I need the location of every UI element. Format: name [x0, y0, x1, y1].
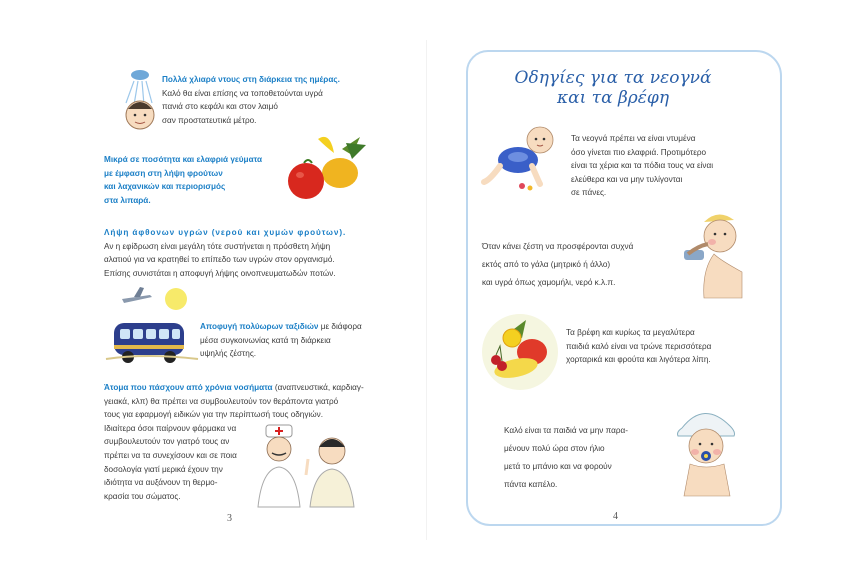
sun-hat-line-4: πάντα καπέλο. — [504, 480, 558, 489]
travel-line-1: μέσα συγκοινωνίας κατά τη διάρκεια — [200, 335, 331, 345]
shower-section — [162, 73, 340, 127]
right-page — [466, 50, 782, 526]
shower-line-2: πανιά στο κεφάλι και στον λαιμό — [162, 102, 278, 112]
meals-line-4: στα λιπαρά. — [104, 195, 151, 205]
page-number-right: 4 — [613, 511, 618, 522]
baby-diet-line-1: Τα βρέφη και κυρίως τα μεγαλύτερα — [566, 328, 695, 337]
fluids-baby-line-3: και υγρά όπως χαμομήλι, νερό κ.λ.π. — [482, 278, 616, 287]
baby-with-hat-illustration — [668, 406, 758, 496]
newborn-line-5: σε πάνες. — [571, 188, 607, 198]
chronic-heading-rest: (αναπνευστικά, καρδιαγ- — [272, 383, 364, 392]
page-title-line-2: και τα βρέφη — [556, 88, 670, 108]
bus-plane-illustration — [106, 285, 206, 365]
newborn-line-1: Τα νεογνά πρέπει να είναι ντυμένα — [571, 134, 696, 143]
meals-section — [104, 153, 262, 207]
shower-line-1: Καλό θα είναι επίσης να τοποθετούνται υγρά — [162, 88, 323, 98]
newborn-line-2: όσο γίνεται πιο ελαφριά. Προτιμότερο — [571, 147, 707, 157]
page-number-left: 3 — [227, 513, 232, 524]
chronic-line-8: κρασία του σώματος. — [104, 491, 181, 501]
meals-line-3: και λαχανικών και περιορισμός — [104, 182, 226, 192]
fluids-section — [104, 226, 346, 280]
shower-heading: Πολλά χλιαρά ντους στη διάρκεια της ημέρας. — [162, 75, 340, 84]
newborn-line-4: ελεύθερα και να μην τυλίγονται — [571, 174, 683, 184]
baby-diet-block — [566, 326, 711, 367]
meals-line-1: Μικρά σε ποσότητα και ελαφριά γεύματα — [104, 155, 263, 164]
fluids-baby-line-1: Όταν κάνει ζέστη να προσφέρονται συχνά — [482, 242, 634, 251]
chronic-line-7: ιδιότητα να αυξάνουν τη θερμο- — [104, 478, 218, 488]
fluids-line-2: αλατιού για να κρατηθεί το επίπεδο των υγρών στον οργανισμό. — [104, 255, 335, 265]
baby-diet-line-3: χορταρικά και φρούτα και λιγότερα λίπη. — [566, 355, 711, 365]
travel-line-2: υψηλής ζέστης. — [200, 349, 257, 359]
chronic-heading: Άτομα που πάσχουν από χρόνια νοσήματα — [104, 383, 273, 392]
fluids-line-3: Επίσης συνιστάται η αποφυγή λήψης οινοπνευματωδών ποτών. — [104, 268, 336, 278]
travel-heading-rest: με διάφορα — [318, 322, 362, 331]
doctor-patient-illustration — [254, 423, 364, 508]
shower-boy-illustration — [110, 63, 170, 143]
sun-hat-line-1: Καλό είναι τα παιδιά να μην παρα- — [504, 426, 629, 435]
fluids-line-1: Αν η εφίδρωση είναι μεγάλη τότε συστήνεται η πρόσθετη λήψη — [104, 241, 331, 251]
fluids-heading: Λήψη άφθονων υγρών (νερού και χυμών φρούτων). — [104, 228, 347, 237]
sun-hat-line-3: μετά το μπάνιο και να φορούν — [504, 462, 612, 471]
chronic-line-3: Ιδιαίτερα όσοι παίρνουν φάρμακα να — [104, 423, 237, 433]
fruit-vegetables-illustration — [282, 133, 372, 203]
left-page — [82, 45, 387, 535]
page-title-line-1: Οδηγίες για τα νεογνά — [514, 68, 712, 88]
sun-hat-block — [504, 422, 628, 494]
fluids-baby-block — [482, 238, 633, 292]
travel-section — [200, 320, 362, 361]
crawling-baby-illustration — [482, 124, 562, 194]
book-spine — [426, 40, 427, 540]
sun-hat-line-2: μένουν πολύ ώρα στον ήλιο — [504, 444, 605, 453]
shower-line-3: σαν προστατευτικά μέτρο. — [162, 115, 257, 125]
chronic-line-1: γειακά, κλπ) θα πρέπει να συμβουλευτούν τον θεράποντα γιατρό — [104, 396, 339, 406]
chronic-line-5: πρέπει να τα συνεχίσουν και σε ποια — [104, 450, 237, 460]
travel-heading: Αποφυγή πολύωρων ταξιδιών — [200, 322, 319, 331]
fluids-baby-line-2: εκτός από το γάλα (μητρικό ή άλλο) — [482, 260, 611, 269]
newborn-line-3: είναι τα χέρια και τα πόδια τους να είναι — [571, 161, 714, 171]
chronic-line-2: τους για εφαρμογή ειδικών για την περίπτωσή τους οδηγιών. — [104, 410, 324, 420]
chronic-line-6: δοσολογία γιατί μερικά έχουν την — [104, 464, 223, 474]
baby-drinking-illustration — [688, 210, 768, 300]
meals-line-2: με έμφαση στη λήψη φρούτων — [104, 168, 223, 178]
chronic-line-4: συμβουλευτούν τον γιατρό τους αν — [104, 437, 230, 447]
fruit-bowl-illustration — [480, 312, 560, 392]
newborn-clothing-block — [571, 132, 713, 200]
baby-diet-line-2: παιδιά καλό είναι να τρώνε περισσότερα — [566, 341, 712, 351]
page-title — [498, 68, 728, 108]
